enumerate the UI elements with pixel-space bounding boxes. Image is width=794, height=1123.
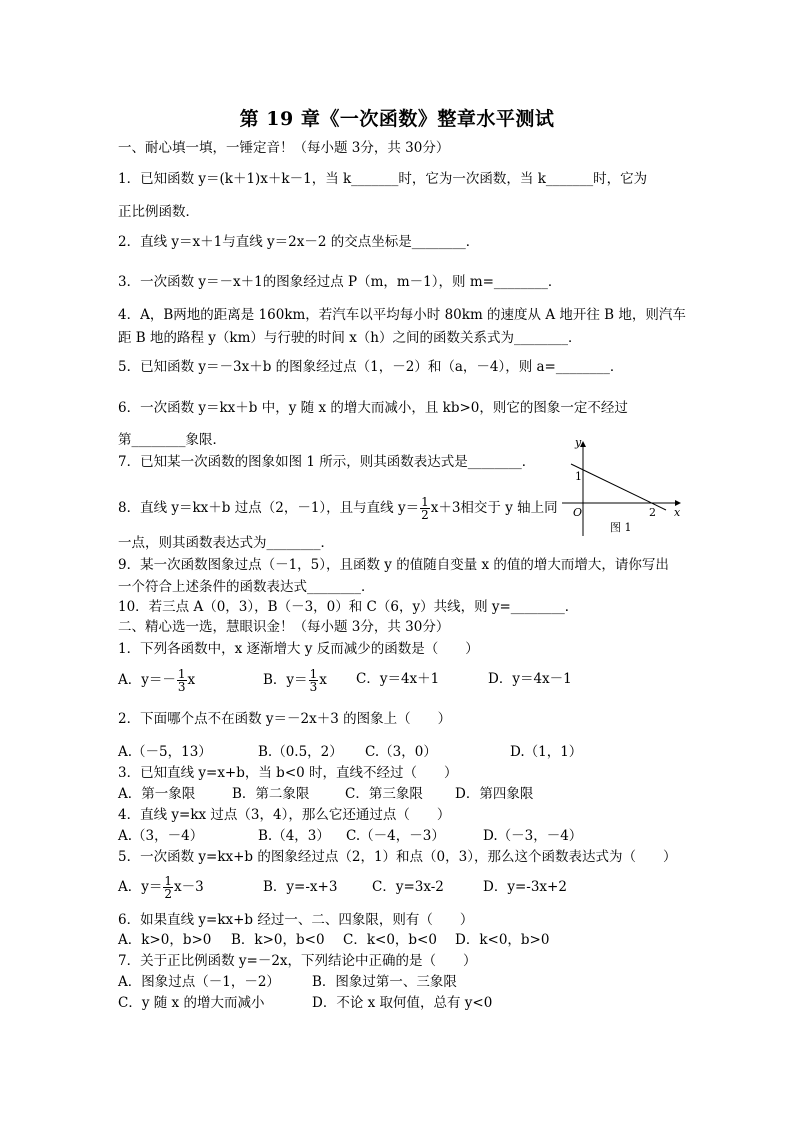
mc-question-5: 5．一次函数 y=kx+b 的图象经过点（2，1）和点（0，3），那么这个函数表达式为（ ） bbox=[118, 849, 677, 865]
q8-fraction-numerator: 1 bbox=[421, 495, 429, 509]
mc3-option-c: C．第三象限 bbox=[345, 786, 423, 802]
question-7: 7．已知某一次函数的图象如图 1 所示，则其函数表达式是________． bbox=[118, 454, 536, 470]
y-axis-label: y bbox=[575, 436, 582, 449]
question-5: 5．已知函数 y＝－3x＋b 的图象经过点（1，－2）和（a，－4），则 a=________． bbox=[118, 359, 624, 375]
mc2-option-a: A.（－5，13） bbox=[118, 744, 212, 760]
mc1-a-suffix: x bbox=[187, 672, 196, 688]
mc7-option-d: D．不论 x 取何值，总有 y<0 bbox=[312, 995, 493, 1011]
question-1-line-1: 1．已知函数 y＝(k＋1)x＋k－1，当 k_______时，它为一次函数，当 k_______时，它为 bbox=[118, 171, 648, 187]
question-10: 10．若三点 A（0，3），B（－3，0）和 C（6，y）共线，则 y=________． bbox=[118, 599, 579, 615]
q8-fraction bbox=[420, 496, 430, 521]
mc-question-3: 3．已知直线 y=x+b，当 b<0 时，直线不经过（ ） bbox=[118, 765, 458, 781]
mc5-a-denominator: 2 bbox=[164, 887, 173, 901]
mc5-a-numerator: 1 bbox=[164, 874, 173, 888]
mc1-b-prefix: B．y＝ bbox=[263, 672, 308, 688]
question-4-line-1: 4．A，B两地的距离是 160km，若汽车以平均每小时 80km 的速度从 A 地开往 B 地，则汽车 bbox=[118, 307, 686, 323]
mc1-option-c: C．y＝4x＋1 bbox=[356, 671, 440, 687]
mc4-option-a: A.（3，－4） bbox=[118, 828, 204, 844]
mc5-a-fraction bbox=[163, 875, 173, 900]
mc5-option-b: B．y=-x+3 bbox=[263, 879, 338, 895]
mc1-a-numerator: 1 bbox=[177, 667, 186, 681]
mc3-option-b: B．第二象限 bbox=[232, 786, 310, 802]
section-1-heading: 一、耐心填一填，一锤定音！（每小题 3分，共 30分） bbox=[118, 140, 450, 156]
mc4-option-d: D.（－3，－4） bbox=[483, 828, 583, 844]
mc6-option-a: A．k>0，b>0 bbox=[118, 932, 212, 948]
mc1-b-numerator: 1 bbox=[309, 667, 318, 681]
mc5-option-d: D．y=-3x+2 bbox=[483, 879, 567, 895]
question-6-line-2: 第________象限． bbox=[118, 432, 226, 448]
x-intercept-label: 2 bbox=[649, 506, 656, 519]
mc1-a-denominator: 3 bbox=[177, 680, 186, 694]
question-8-line-1 bbox=[118, 496, 558, 521]
mc-question-2: 2．下面哪个点不在函数 y＝－2x＋3 的图象上（ ） bbox=[118, 711, 452, 727]
y-intercept-label: 1 bbox=[575, 470, 582, 483]
mc1-option-d: D．y＝4x－1 bbox=[488, 671, 572, 687]
mc-question-4: 4．直线 y=kx 过点（3，4），那么它还通过点（ ） bbox=[118, 807, 451, 823]
question-6-line-1: 6．一次函数 y＝kx＋b 中，y 随 x 的增大而减小，且 kb>0，则它的图象一定不经过 bbox=[118, 400, 628, 416]
mc5-option-a bbox=[118, 875, 204, 900]
mc1-b-denominator: 3 bbox=[309, 680, 318, 694]
mc4-option-c: C.（－4，－3） bbox=[346, 828, 445, 844]
question-2: 2．直线 y＝x＋1与直线 y＝2x－2 的交点坐标是________． bbox=[118, 234, 480, 250]
x-axis-label: x bbox=[674, 506, 681, 519]
mc1-b-suffix: x bbox=[319, 672, 327, 688]
mc4-option-b: B.（4，3） bbox=[258, 828, 330, 844]
mc2-option-b: B.（0.5，2） bbox=[258, 744, 343, 760]
mc-question-6: 6．如果直线 y=kx+b 经过一、二、四象限，则有（ ） bbox=[118, 912, 474, 928]
mc7-option-b: B．图象过第一、三象限 bbox=[312, 974, 457, 990]
mc3-option-d: D．第四象限 bbox=[455, 786, 534, 802]
question-3: 3．一次函数 y＝－x＋1的图象经过点 P（m，m－1），则 m=________． bbox=[118, 274, 562, 290]
origin-label: O bbox=[573, 506, 583, 519]
question-8-line-2: 一点，则其函数表达式为________． bbox=[118, 535, 334, 551]
mc1-a-prefix: A．y＝－ bbox=[118, 672, 176, 688]
mc6-option-c: C．k<0，b<0 bbox=[343, 932, 437, 948]
mc1-option-b bbox=[263, 668, 327, 693]
mc-question-7: 7．关于正比例函数 y=－2x，下列结论中正确的是（ ） bbox=[118, 953, 477, 969]
mc5-option-c: C．y=3x-2 bbox=[372, 879, 444, 895]
mc5-a-prefix: A．y＝ bbox=[118, 879, 163, 895]
q8-text-after: x＋3相交于 y 轴上同 bbox=[430, 500, 558, 516]
mc5-a-suffix: x－3 bbox=[174, 879, 204, 895]
question-9-line-1: 9．某一次函数图象过点（－1，5），且函数 y 的值随自变量 x 的值的增大而增大，请你写出 bbox=[118, 557, 669, 573]
mc7-option-c: C．y 随 x 的增大而减小 bbox=[118, 995, 265, 1011]
mc1-a-fraction bbox=[177, 668, 187, 693]
mc3-option-a: A．第一象限 bbox=[118, 786, 196, 802]
question-9-line-2: 一个符合上述条件的函数表达式________． bbox=[118, 579, 375, 595]
page-title: 第 19 章《一次函数》整章水平测试 bbox=[239, 108, 555, 130]
figure-caption: 图 1 bbox=[610, 521, 632, 534]
question-1-line-2: 正比例函数． bbox=[118, 204, 199, 220]
q8-fraction-denominator: 2 bbox=[421, 508, 429, 522]
mc6-option-b: B．k>0，b<0 bbox=[231, 932, 325, 948]
mc1-option-a bbox=[118, 668, 195, 693]
mc6-option-d: D．k<0，b>0 bbox=[455, 932, 550, 948]
mc1-b-fraction bbox=[309, 668, 319, 693]
mc7-option-a: A．图象过点（－1，－2） bbox=[118, 974, 280, 990]
mc2-option-c: C.（3，0） bbox=[365, 744, 437, 760]
mc-question-1: 1．下列各函数中，x 逐渐增大 y 反而减少的函数是（ ） bbox=[118, 641, 479, 657]
mc2-option-d: D.（1，1） bbox=[510, 744, 583, 760]
question-4-line-2: 距 B 地的路程 y（km）与行驶的时间 x（h）之间的函数关系式为________． bbox=[118, 330, 582, 346]
section-2-heading: 二、精心选一选，慧眼识金！（每小题 3分，共 30分） bbox=[118, 619, 450, 635]
q8-text-before: 8．直线 y＝kx＋b 过点（2，－1），且与直线 y＝ bbox=[118, 500, 420, 516]
figure-1-graph bbox=[556, 432, 686, 542]
